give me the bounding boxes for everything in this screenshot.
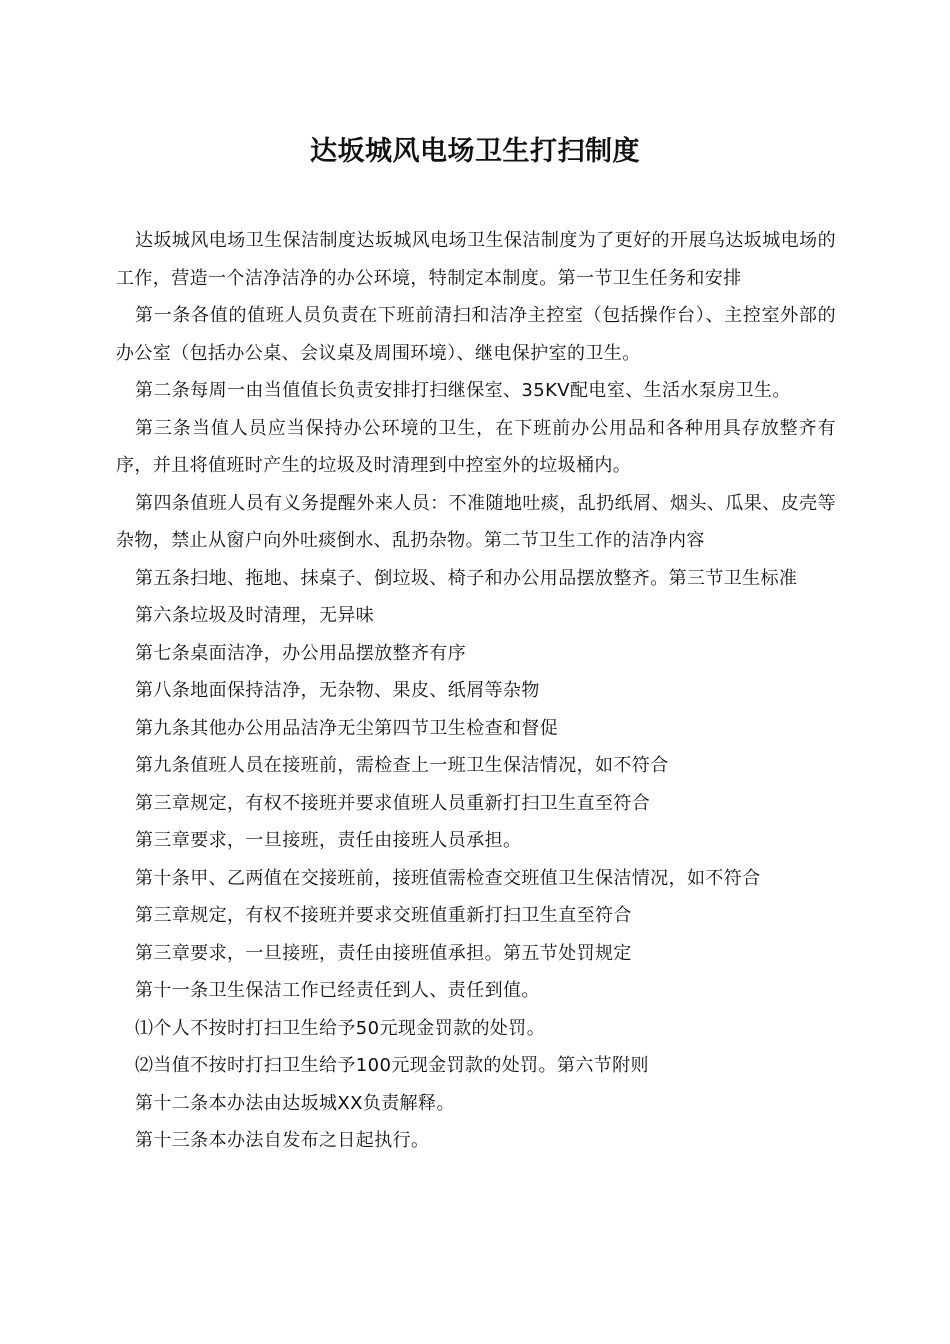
paragraph: 第十一条卫生保洁工作已经责任到人、责任到值。 [135, 980, 540, 1001]
paragraph: 第七条桌面洁净，办公用品摆放整齐有序 [135, 642, 467, 664]
paragraph: 第一条各值的值班人员负责在下班前清扫和洁净主控室（包括操作台）、主控室外部的办公室（包括办公桌、会议桌及周围环境）、继电保护室的卫生。 [116, 305, 836, 364]
paragraph: 第二条每周一由当值值长负责安排打扫继保室、35KV配电室、生活水泵房卫生。 [135, 380, 791, 401]
paragraph: 第三章要求，一旦接班，责任由接班人员承担。 [135, 830, 522, 851]
paragraph: 第五条扫地、拖地、抹桌子、倒垃圾、椅子和办公用品摆放整齐。第三节卫生标准 [135, 567, 798, 589]
paragraph: 第三章规定，有权不接班并要求值班人员重新打扫卫生直至符合 [135, 792, 651, 814]
paragraph: 第十三条本办法自发布之日起执行。 [135, 1130, 430, 1151]
document-body [116, 222, 836, 1160]
paragraph: 第三章规定，有权不接班并要求交班值重新打扫卫生直至符合 [135, 905, 632, 926]
paragraph: 第十条甲、乙两值在交接班前，接班值需检查交班值卫生保洁情况，如不符合 [135, 867, 761, 889]
paragraph: 达坂城风电场卫生保洁制度达坂城风电场卫生保洁制度为了更好的开展乌达坂城电场的工作，营造一个洁净洁净的办公环境，特制定本制度。第一节卫生任务和安排 [116, 230, 836, 289]
document-title: 达坂城风电场卫生打扫制度 [310, 136, 640, 167]
paragraph: 第三章要求，一旦接班，责任由接班值承担。第五节处罚规定 [135, 942, 632, 964]
paragraph: ⑴个人不按时打扫卫生给予50元现金罚款的处罚。 [135, 1017, 546, 1039]
paragraph: 第八条地面保持洁净，无杂物、果皮、纸屑等杂物 [135, 680, 540, 701]
paragraph: 第十二条本办法由达坂城XX负责解释。 [135, 1092, 455, 1114]
paragraph: 第六条垃圾及时清理，无异味 [135, 605, 375, 626]
paragraph: 第九条其他办公用品洁净无尘第四节卫生检查和督促 [135, 717, 559, 739]
paragraph: 第九条值班人员在接班前，需检查上一班卫生保洁情况，如不符合 [135, 755, 669, 776]
paragraph: 第三条当值人员应当保持办公环境的卫生，在下班前办公用品和各种用具存放整齐有序，并且将值班时产生的垃圾及时清理到中控室外的垃圾桶内。 [116, 417, 836, 476]
paragraph: ⑵当值不按时打扫卫生给予100元现金罚款的处罚。第六节附则 [135, 1055, 649, 1076]
paragraph: 第四条值班人员有义务提醒外来人员：不准随地吐痰，乱扔纸屑、烟头、瓜果、皮壳等杂物，禁止从窗户向外吐痰倒水、乱扔杂物。第二节卫生工作的洁净内容 [116, 492, 836, 551]
